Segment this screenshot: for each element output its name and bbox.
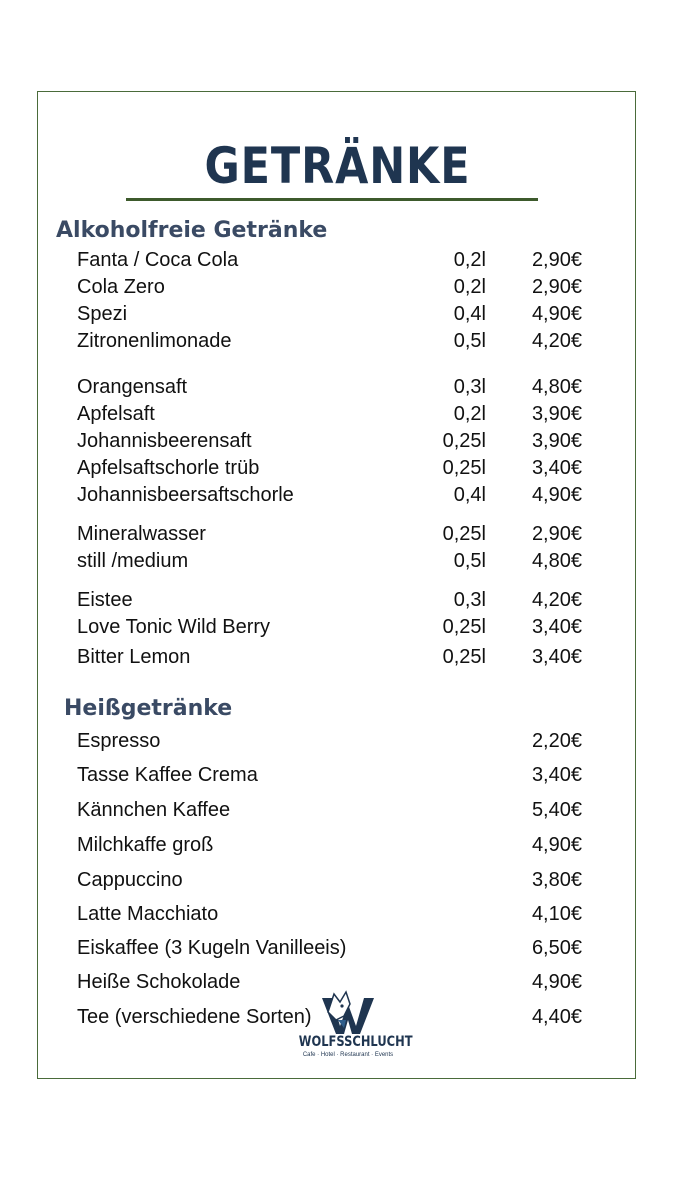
item-size: 0,5l <box>453 330 486 352</box>
item-name: Fanta / Coca Cola <box>77 249 239 271</box>
menu-item <box>0 522 675 546</box>
item-size: 0,2l <box>453 249 486 271</box>
item-price: 4,90€ <box>531 971 582 993</box>
menu-item <box>0 902 675 926</box>
item-size: 0,5l <box>453 550 486 572</box>
menu-item <box>0 402 675 426</box>
item-name: Orangensaft <box>77 376 188 398</box>
menu-item <box>0 868 675 892</box>
item-name: Love Tonic Wild Berry <box>77 616 271 638</box>
menu-item <box>0 729 675 753</box>
item-name: Espresso <box>77 730 161 752</box>
item-price: 2,90€ <box>531 523 582 545</box>
item-price: 4,90€ <box>531 484 582 506</box>
item-name: Spezi <box>77 303 128 325</box>
item-name: Latte Macchiato <box>77 903 219 925</box>
item-name: Cola Zero <box>77 276 165 298</box>
item-price: 4,90€ <box>531 303 582 325</box>
item-size: 0,25l <box>442 523 486 545</box>
item-price: 2,90€ <box>531 249 582 271</box>
item-name: Apfelsaftschorle trüb <box>77 457 260 479</box>
wolf-emblem-icon <box>288 990 408 1036</box>
title-underline <box>126 198 538 201</box>
item-price: 3,90€ <box>531 403 582 425</box>
item-price: 4,10€ <box>531 903 582 925</box>
item-size: 0,3l <box>453 376 486 398</box>
item-name: Mineralwasser <box>77 523 206 545</box>
menu-item <box>0 588 675 612</box>
item-price: 3,90€ <box>531 430 582 452</box>
item-name: Tasse Kaffee Crema <box>77 764 258 786</box>
menu-item <box>0 483 675 507</box>
item-size: 0,4l <box>453 303 486 325</box>
item-price: 4,80€ <box>531 376 582 398</box>
item-name: Cappuccino <box>77 869 183 891</box>
item-name: still /medium <box>77 550 189 572</box>
item-price: 3,80€ <box>531 869 582 891</box>
item-price: 2,90€ <box>531 276 582 298</box>
logo-tagline: Cafe · Hotel · Restaurant · Events <box>302 1052 394 1058</box>
wolfsschlucht-logo <box>288 990 413 1066</box>
item-name: Eiskaffee (3 Kugeln Vanilleeis) <box>77 937 347 959</box>
item-name: Kännchen Kaffee <box>77 799 231 821</box>
menu-item <box>0 248 675 272</box>
item-price: 4,20€ <box>531 589 582 611</box>
page-title: GETRÄNKE <box>204 137 471 195</box>
section-heading-heissgetraenke: Heißgetränke <box>64 696 233 721</box>
menu-item <box>0 936 675 960</box>
menu-item <box>0 798 675 822</box>
item-price: 3,40€ <box>531 457 582 479</box>
item-price: 3,40€ <box>531 616 582 638</box>
menu-item <box>0 302 675 326</box>
item-size: 0,25l <box>442 616 486 638</box>
logo-name: WOLFSSCHLUCHT <box>298 1034 413 1050</box>
item-price: 4,80€ <box>531 550 582 572</box>
item-name: Johannisbeersaftschorle <box>77 484 294 506</box>
item-name: Heiße Schokolade <box>77 971 241 993</box>
menu-item <box>0 763 675 787</box>
item-price: 3,40€ <box>531 764 582 786</box>
item-size: 0,25l <box>442 430 486 452</box>
item-name: Eistee <box>77 589 133 611</box>
item-size: 0,2l <box>453 403 486 425</box>
item-name: Apfelsaft <box>77 403 155 425</box>
item-size: 0,25l <box>442 457 486 479</box>
menu-item <box>0 615 675 639</box>
menu-item <box>0 833 675 857</box>
menu-item <box>0 375 675 399</box>
item-price: 6,50€ <box>531 937 582 959</box>
section-heading-alkoholfrei: Alkoholfreie Getränke <box>56 218 328 243</box>
item-size: 0,25l <box>442 646 486 668</box>
menu-item <box>0 429 675 453</box>
item-price: 2,20€ <box>531 730 582 752</box>
item-price: 4,20€ <box>531 330 582 352</box>
menu-item <box>0 329 675 353</box>
item-price: 5,40€ <box>531 799 582 821</box>
item-name: Bitter Lemon <box>77 646 191 668</box>
item-name: Johannisbeerensaft <box>77 430 252 452</box>
menu-item <box>0 645 675 669</box>
item-size: 0,4l <box>453 484 486 506</box>
item-size: 0,3l <box>453 589 486 611</box>
item-price: 4,90€ <box>531 834 582 856</box>
menu-item <box>0 549 675 573</box>
item-name: Tee (verschiedene Sorten) <box>77 1006 312 1028</box>
item-size: 0,2l <box>453 276 486 298</box>
menu-item <box>0 456 675 480</box>
item-name: Zitronenlimonade <box>77 330 232 352</box>
menu-item <box>0 275 675 299</box>
item-price: 3,40€ <box>531 646 582 668</box>
item-name: Milchkaffe groß <box>77 834 214 856</box>
item-price: 4,40€ <box>531 1006 582 1028</box>
